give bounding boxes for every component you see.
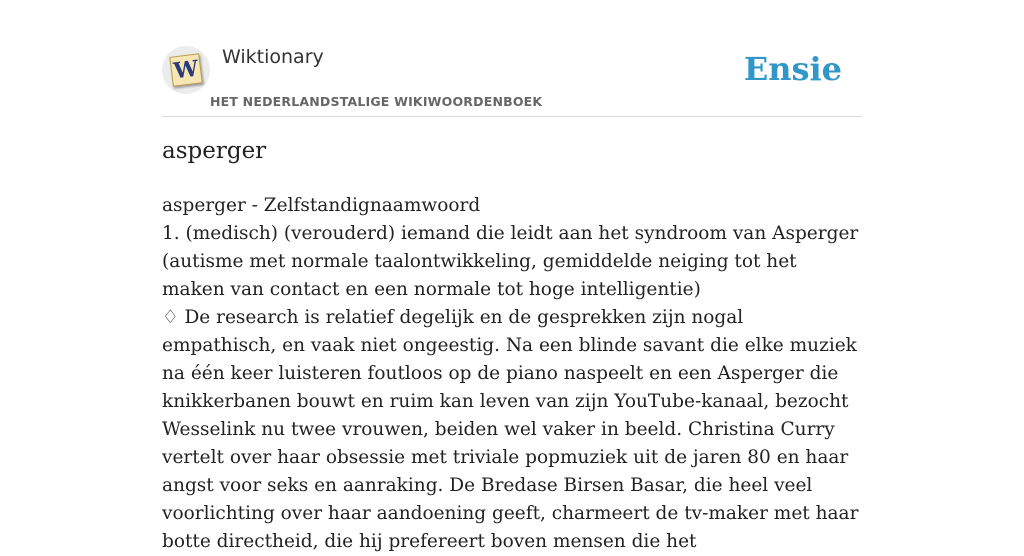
ensie-brand-link[interactable]: Ensie [743,50,842,88]
entry-content [162,192,862,556]
site-name[interactable]: Wiktionary [222,46,324,68]
site-header [162,0,862,117]
entry-definition: 1. (medisch) (verouderd) iemand die leidt aan het syndroom van Asperger (autisme met normale taalontwikkeling, gemiddelde neiging tot het maken van contact en een normale tot hoge intelligentie) [162,223,859,300]
page-title: asperger [162,138,267,164]
entry-heading: asperger - Zelfstandignaamwoord [162,195,481,216]
entry-example: ♢ De research is relatief degelijk en de gesprekken zijn nogal empathisch, en vaak niet ongeestig. Na een blinde savant die elke muziek na één keer luisteren foutloos op de piano naspeelt en een Asperger die knikkerbanen bouwt en ruim kan leven van zijn YouTube-kanaal, bezocht Wesselink nu twee vrouwen, beiden wel vaker in beeld. Christina Curry vertelt over haar obsessie met triviale popmuziek uit de jaren 80 en haar angst voor seks en aanraking. De Bredase Birsen Basar, die heel veel voorlichting over haar aandoening geeft, charmeert de tv-maker met haar botte directheid, die hij prefereert boven mensen die het [162,307,859,552]
wiktionary-logo-icon[interactable] [162,46,210,94]
site-tagline: HET NEDERLANDSTALIGE WIKIWOORDENBOEK [210,94,543,109]
logo-tile [169,53,202,86]
logo-letter: W [172,55,200,85]
main-container [162,0,862,552]
